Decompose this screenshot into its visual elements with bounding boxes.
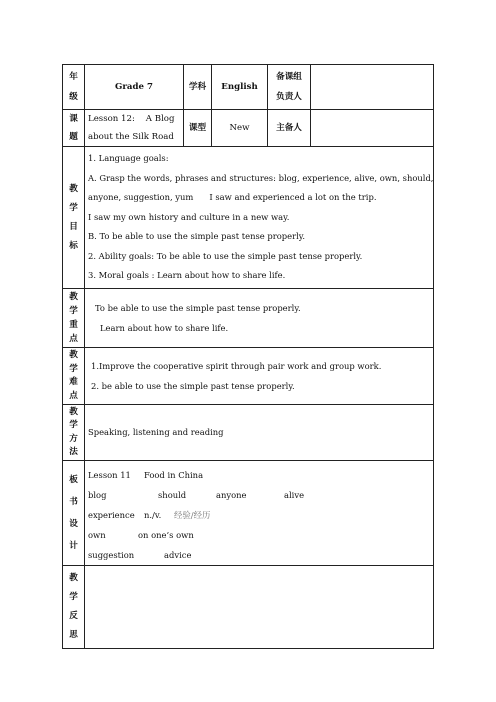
focus-line: Learn about how to share life. — [100, 323, 229, 333]
subject-label: 学科 — [184, 65, 212, 110]
goal-line: 3. Moral goals : Learn about how to share life. — [88, 270, 286, 280]
goals-row — [63, 147, 434, 289]
goal-line: 1. Language goals: — [88, 153, 169, 163]
preparer-value — [311, 110, 434, 147]
lesson-title: Lesson 12: A Blog about the Silk Road — [85, 110, 184, 147]
lesson-label: 课 题 — [63, 110, 85, 147]
reflection-row — [63, 566, 434, 649]
goals-content — [85, 147, 434, 289]
preparer-label: 主备人 — [268, 110, 311, 147]
goal-line: B. To be able to use the simple past tense properly. — [88, 231, 306, 241]
board-row — [63, 461, 434, 566]
lesson-plan-table — [62, 64, 434, 649]
lesson-type-label: 课型 — [184, 110, 212, 147]
grade-value: Grade 7 — [85, 65, 184, 110]
difficulty-label: 教 学 难 点 — [63, 348, 85, 405]
grade-label: 年 级 — [63, 65, 85, 110]
focus-label: 教 学 重 点 — [63, 289, 85, 348]
board-content — [85, 461, 434, 566]
board-line: Lesson 11 Food in China — [88, 470, 204, 480]
lesson-type-value: New — [212, 110, 268, 147]
difficulty-content — [85, 348, 434, 405]
lesson-row — [63, 110, 434, 147]
goal-line: 2. Ability goals: To be able to use the simple past tense properly. — [88, 250, 363, 261]
board-line: experience n./v. 经验/经历 — [88, 510, 211, 520]
board-line: own on one’s own — [88, 530, 194, 540]
board-line: suggestion advice — [88, 550, 192, 560]
focus-row — [63, 289, 434, 348]
lesson-plan-sheet — [62, 64, 434, 649]
goal-line: anyone, suggestion, yum I saw and experienced a lot on the trip. — [88, 192, 377, 202]
difficulty-row — [63, 348, 434, 405]
subject-value: English — [212, 65, 268, 110]
board-label: 板 书 设 计 — [63, 461, 85, 566]
goal-line: A. Grasp the words, phrases and structures: blog, experience, alive, own, should, — [88, 172, 434, 183]
method-content: Speaking, listening and reading — [85, 405, 434, 461]
header-row — [63, 65, 434, 110]
focus-content — [85, 289, 434, 348]
reflection-label: 教 学 反 思 — [63, 566, 85, 649]
board-line: blog should anyone alive — [88, 490, 305, 500]
group-lead-label: 备课组 负责人 — [268, 65, 311, 110]
reflection-content — [85, 566, 434, 649]
goal-line: I saw my own history and culture in a new way. — [88, 211, 290, 222]
method-row — [63, 405, 434, 461]
difficulty-line: 1.Improve the cooperative spirit through pair work and group work. — [91, 361, 382, 371]
goals-label: 教 学 目 标 — [63, 147, 85, 289]
group-lead-value — [311, 65, 434, 110]
method-label: 教 学 方 法 — [63, 405, 85, 461]
focus-line: To be able to use the simple past tense properly. — [95, 303, 301, 313]
difficulty-line: 2. be able to use the simple past tense properly. — [91, 381, 295, 391]
